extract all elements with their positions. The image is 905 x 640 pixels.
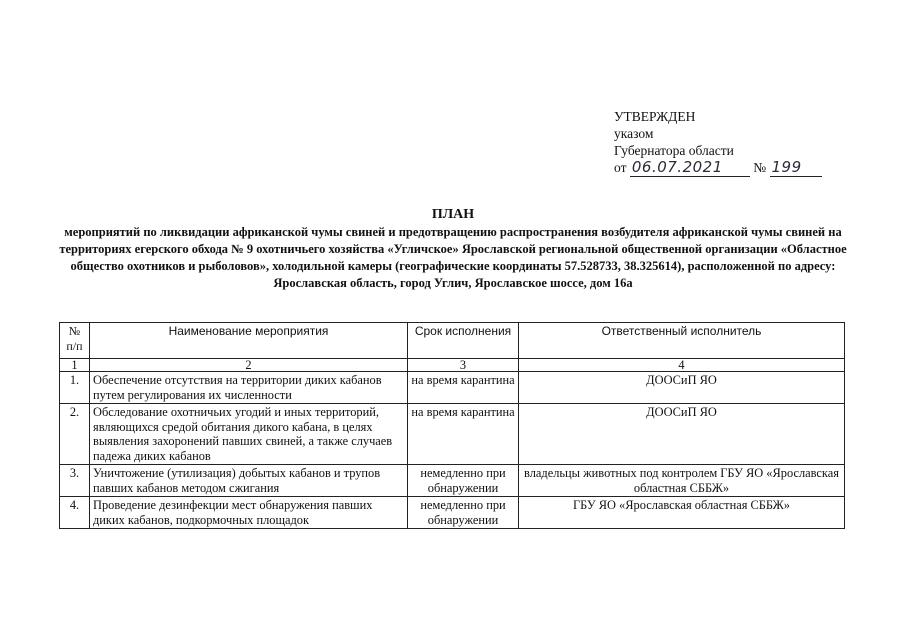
- row-number: 1.: [60, 372, 90, 404]
- plan-description: мероприятий по ликвидации африканской чумы свиней и предотвращению распространения возбудителя африканской чумы свиней на территориях егерского обхода № 9 охотничьего хозяйства «Угличское» Ярославской региональной общественной организации «Областное общество охотников и рыболовов», холодильной камеры (географические координаты 57.528733, 38.325614), расположенной по адресу: Ярославская область, город Углич, Ярославское шоссе, дом 16а: [59, 225, 847, 290]
- handwritten-date: 06.07.2021: [630, 159, 750, 177]
- plan-heading: ПЛАН: [431, 207, 475, 222]
- row-executor: владельцы животных под контролем ГБУ ЯО «Ярославская областная СББЖ»: [519, 465, 845, 497]
- number-label: №: [753, 160, 767, 175]
- row-term: на время карантина: [408, 404, 519, 465]
- table-column-numbers-row: [60, 359, 845, 372]
- row-measure-name: Обеспечение отсутствия на территории диких кабанов путем регулирования их численности: [90, 372, 408, 404]
- row-measure-name: Обследование охотничьих угодий и иных территорий, являющихся средой обитания дикого кабана, в целях выявления захоронений павших свиней, а также случаев падежа диких кабанов: [90, 404, 408, 465]
- from-label: от: [614, 160, 627, 175]
- column-number-4: 4: [519, 359, 845, 372]
- row-executor: ДООСиП ЯО: [519, 372, 845, 404]
- measures-table: [59, 322, 845, 529]
- table-row: [60, 465, 845, 497]
- approval-heading: УТВЕРЖДЕН: [614, 109, 696, 124]
- column-number-2: 2: [90, 359, 408, 372]
- table-row: [60, 497, 845, 529]
- approval-date-number-line: [614, 159, 822, 177]
- row-term: немедленно при обнаружении: [408, 497, 519, 529]
- row-executor: ГБУ ЯО «Ярославская областная СББЖ»: [519, 497, 845, 529]
- header-term: Срок исполнения: [408, 323, 519, 359]
- row-executor: ДООСиП ЯО: [519, 404, 845, 465]
- approval-decree-label: указом: [614, 126, 654, 141]
- row-number: 4.: [60, 497, 90, 529]
- row-measure-name: Проведение дезинфекции мест обнаружения павших диких кабанов, подкормочных площадок: [90, 497, 408, 529]
- row-measure-name: Уничтожение (утилизация) добытых кабанов и трупов павших кабанов методом сжигания: [90, 465, 408, 497]
- row-number: 2.: [60, 404, 90, 465]
- header-measure-name: Наименование мероприятия: [90, 323, 408, 359]
- row-term: немедленно при обнаружении: [408, 465, 519, 497]
- handwritten-number: 199: [770, 159, 822, 177]
- header-number: № п/п: [60, 323, 90, 359]
- row-number: 3.: [60, 465, 90, 497]
- approval-governor-label: Губернатора области: [614, 143, 734, 158]
- column-number-1: 1: [60, 359, 90, 372]
- table-row: [60, 404, 845, 465]
- column-number-3: 3: [408, 359, 519, 372]
- table-header-row: [60, 323, 845, 359]
- header-executor: Ответственный исполнитель: [519, 323, 845, 359]
- document-title: [40, 207, 866, 292]
- row-term: на время карантина: [408, 372, 519, 404]
- approval-stamp-block: [614, 108, 822, 177]
- table-row: [60, 372, 845, 404]
